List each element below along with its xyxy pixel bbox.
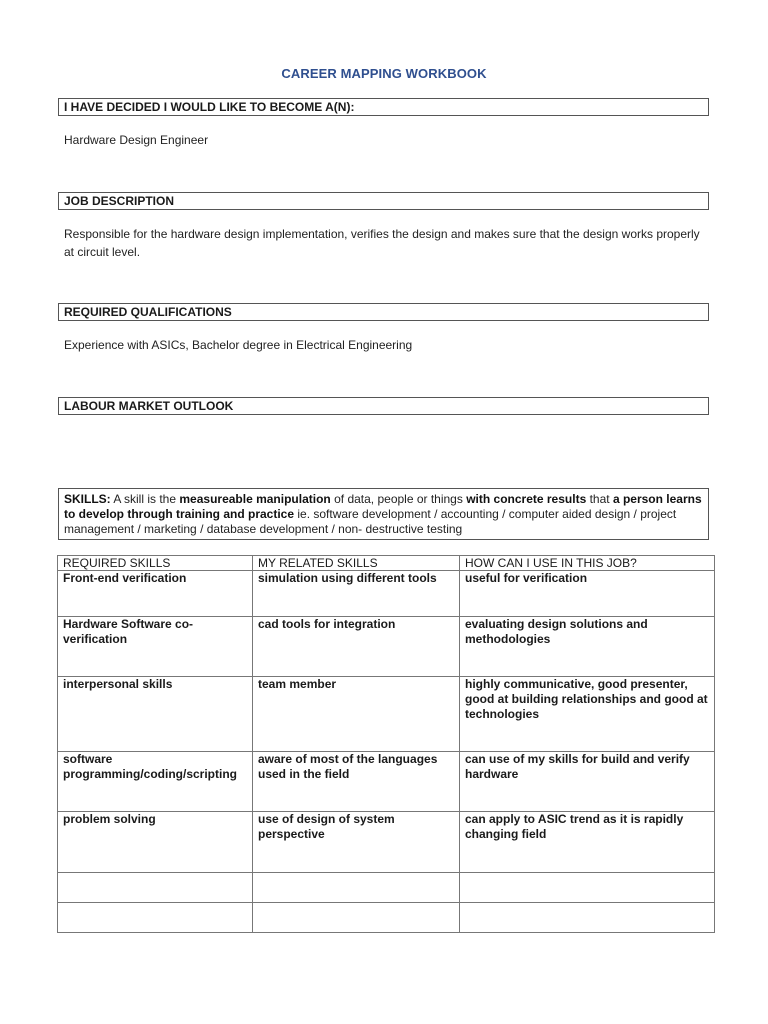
table-cell: [253, 903, 460, 933]
table-cell: Front-end verification: [58, 571, 253, 617]
skills-text-2: of data, people or things: [330, 492, 467, 506]
table-cell: [58, 873, 253, 903]
become-text: Hardware Design Engineer: [64, 133, 209, 147]
become-heading: I HAVE DECIDED I WOULD LIKE TO BECOME A(N):: [58, 98, 709, 116]
table-row: [58, 903, 715, 933]
skills-table: [57, 555, 715, 933]
table-cell: can apply to ASIC trend as it is rapidly changing field: [460, 812, 715, 873]
qualifications-heading: REQUIRED QUALIFICATIONS: [58, 303, 709, 321]
skills-text-1: A skill is the: [110, 492, 180, 506]
job-description-text: Responsible for the hardware design implementation, verifies the design and makes sure that the design works properly at circuit level.: [64, 227, 700, 259]
qualifications-text: Experience with ASICs, Bachelor degree in Electrical Engineering: [64, 338, 413, 352]
table-cell: team member: [253, 677, 460, 752]
table-row: [58, 677, 715, 752]
table-header-row: [58, 556, 715, 571]
table-row: [58, 752, 715, 812]
table-cell: useful for verification: [460, 571, 715, 617]
page-title: CAREER MAPPING WORKBOOK: [281, 66, 487, 81]
skills-bold-1: measureable manipulation: [179, 492, 331, 506]
skills-bold-3: a person learns to develop through training and practice: [64, 492, 702, 521]
skills-bold-2: with concrete results: [466, 492, 587, 506]
table-row: [58, 571, 715, 617]
table-row: [58, 812, 715, 873]
skills-text-4: ie. software development / accounting / computer aided design / project management / marketing / database development / non- destructive testing: [64, 507, 677, 536]
table-cell: [460, 873, 715, 903]
header-my-related-skills: MY RELATED SKILLS: [253, 556, 460, 571]
table-cell: [460, 903, 715, 933]
job-description-heading: JOB DESCRIPTION: [58, 192, 709, 210]
table-cell: evaluating design solutions and methodologies: [460, 617, 715, 677]
table-cell: use of design of system perspective: [253, 812, 460, 873]
table-cell: interpersonal skills: [58, 677, 253, 752]
labour-market-heading: LABOUR MARKET OUTLOOK: [58, 397, 709, 415]
table-cell: cad tools for integration: [253, 617, 460, 677]
table-cell: highly communicative, good presenter, good at building relationships and good at technologies: [460, 677, 715, 752]
skills-label: SKILLS:: [64, 492, 111, 506]
skills-text-3: that: [586, 492, 613, 506]
table-cell: simulation using different tools: [253, 571, 460, 617]
skills-definition-box: [58, 488, 709, 540]
table-row: [58, 617, 715, 677]
header-how-to-use: HOW CAN I USE IN THIS JOB?: [460, 556, 715, 571]
table-cell: software programming/coding/scripting: [58, 752, 253, 812]
table-cell: [253, 873, 460, 903]
table-cell: aware of most of the languages used in the field: [253, 752, 460, 812]
table-cell: [58, 903, 253, 933]
header-required-skills: REQUIRED SKILLS: [58, 556, 253, 571]
table-row: [58, 873, 715, 903]
table-cell: can use of my skills for build and verify hardware: [460, 752, 715, 812]
table-cell: problem solving: [58, 812, 253, 873]
table-cell: Hardware Software co-verification: [58, 617, 253, 677]
